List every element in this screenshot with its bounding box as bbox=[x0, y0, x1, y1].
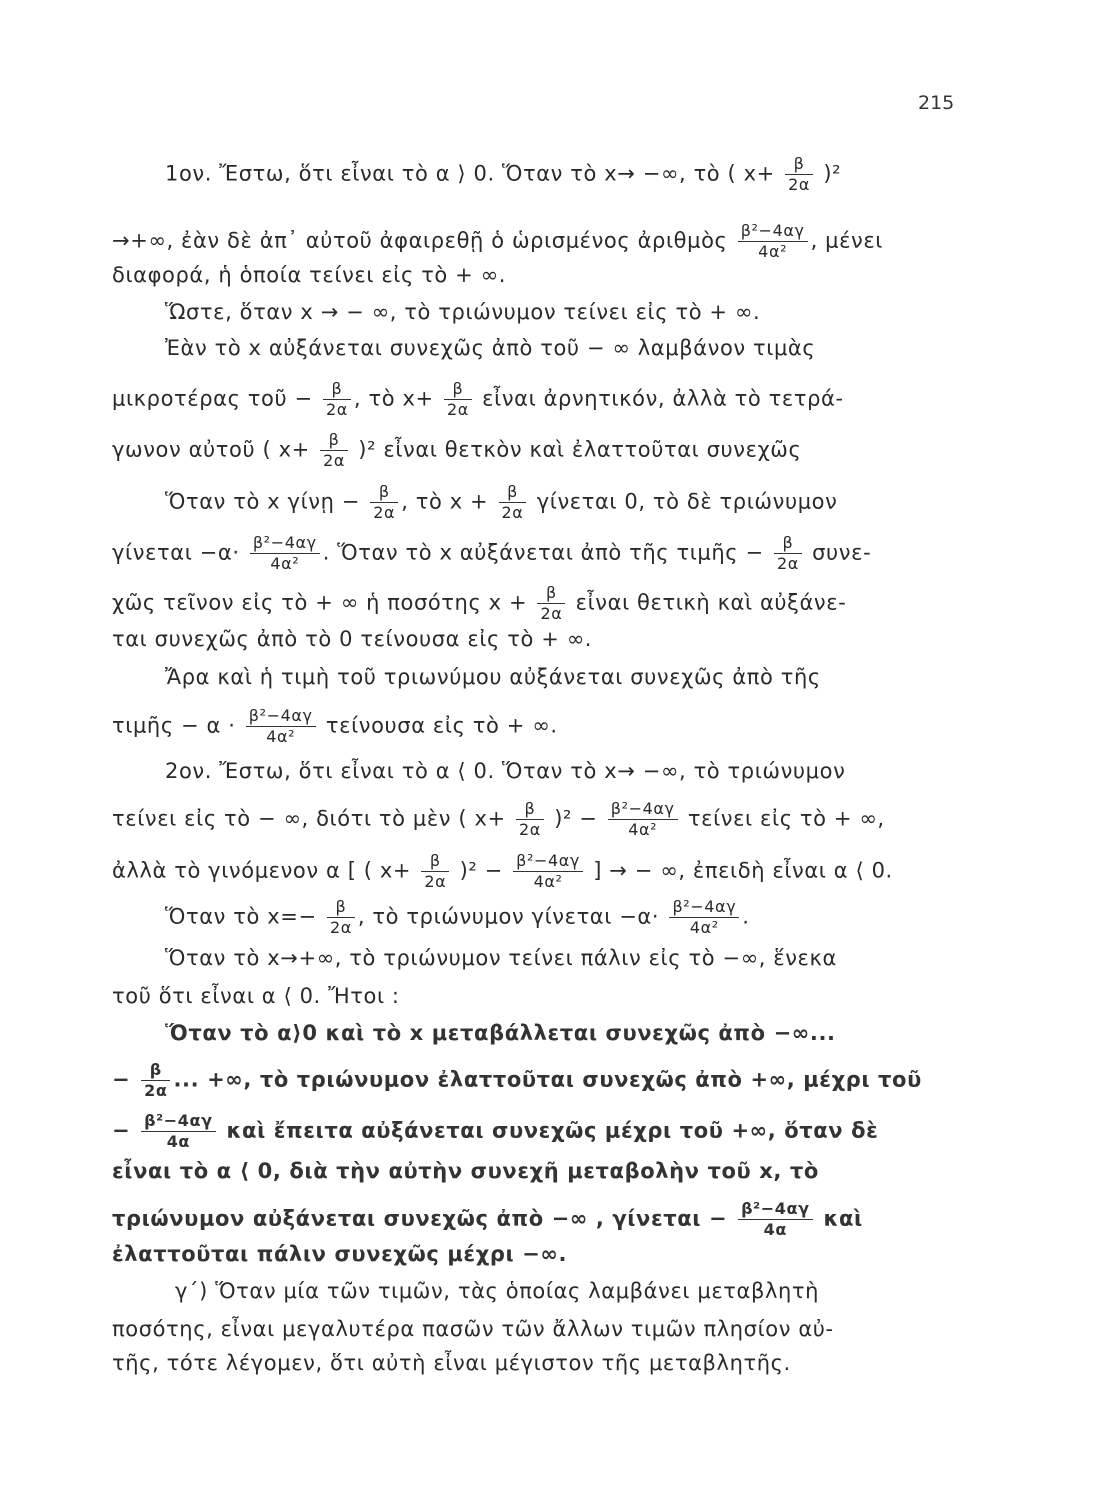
text-line bbox=[112, 1061, 922, 1100]
fraction-denominator: 2α bbox=[788, 175, 811, 194]
fraction-denominator: 4α² bbox=[689, 918, 719, 937]
text-line bbox=[112, 1239, 567, 1269]
fraction bbox=[513, 852, 583, 891]
fraction bbox=[250, 534, 320, 573]
text-line bbox=[165, 898, 750, 937]
fraction bbox=[785, 155, 813, 194]
text-segment: τείνουσα εἰς τὸ + ∞. bbox=[318, 713, 558, 738]
fraction bbox=[499, 483, 527, 522]
text-segment: 1ον. Ἔστω, ὅτι εἶναι τὸ α ⟩ 0. Ὅταν τὸ x→ −∞, τὸ ( x+ bbox=[165, 161, 783, 186]
fraction-denominator: 4α bbox=[166, 1132, 191, 1151]
fraction bbox=[738, 222, 808, 261]
text-line bbox=[112, 1156, 819, 1186]
fraction bbox=[141, 1061, 170, 1100]
fraction-denominator: 2α bbox=[518, 820, 541, 839]
text-segment: )² εἶναι θετκὸν καὶ ἐλαττοῦται συνεχῶς bbox=[351, 437, 802, 462]
text-line bbox=[112, 707, 558, 746]
text-line bbox=[112, 852, 893, 891]
text-segment: Ὅταν τὸ x γίνῃ − bbox=[165, 489, 368, 514]
text-segment: ται συνεχῶς ἀπὸ τὸ 0 τείνουσα εἰς τὸ + ∞. bbox=[112, 627, 593, 651]
text-segment: εἶναι θετικὴ καὶ αὐξάνε- bbox=[568, 590, 847, 615]
fraction-denominator: 2α bbox=[323, 451, 346, 470]
text-segment: Ὅταν τὸ x→+∞, τὸ τριώνυμον τείνει πάλιν εἰς τὸ −∞, ἕνεκα bbox=[165, 946, 837, 970]
fraction-denominator: 4α² bbox=[628, 820, 658, 839]
text-segment: γ΄) Ὅταν μία τῶν τιμῶν, τὰς ὁποίας λαμβάνει μεταβλητὴ bbox=[175, 1279, 820, 1303]
fraction bbox=[516, 800, 544, 839]
text-segment: ἀλλὰ τὸ γινόμενον α [ ( x+ bbox=[112, 858, 419, 883]
fraction bbox=[421, 852, 449, 891]
text-segment: Ὅταν τὸ x=− bbox=[165, 904, 324, 929]
fraction bbox=[246, 707, 316, 746]
fraction-numerator: β bbox=[499, 483, 527, 503]
fraction bbox=[669, 898, 739, 937]
fraction-numerator: β bbox=[370, 483, 398, 503]
fraction bbox=[323, 380, 351, 419]
text-segment: τῆς, τότε λέγομεν, ὅτι αὐτὴ εἶναι μέγιστον τῆς μεταβλητῆς. bbox=[112, 1351, 791, 1375]
fraction-numerator: β²−4αγ bbox=[738, 1200, 813, 1220]
text-segment: Ἐὰν τὸ x αὐξάνεται συνεχῶς ἀπὸ τοῦ − ∞ λαμβάνον τιμὰς bbox=[165, 336, 816, 360]
text-line bbox=[112, 1348, 791, 1378]
text-line bbox=[112, 981, 400, 1011]
text-segment: εἶναι ἀρνητικόν, ἀλλὰ τὸ τετρά- bbox=[474, 386, 844, 411]
fraction bbox=[370, 483, 398, 522]
text-segment: , τὸ x + bbox=[401, 489, 496, 514]
text-segment: χῶς τεῖνον εἰς τὸ + ∞ ἡ ποσότης x + bbox=[112, 590, 535, 615]
fraction-denominator: 4α bbox=[763, 1220, 787, 1239]
text-segment: Ὅταν τὸ α⟩0 καὶ τὸ x μεταβάλλεται συνεχῶς ἀπὸ −∞... bbox=[165, 1021, 836, 1045]
text-line bbox=[165, 756, 845, 786]
fraction-denominator: 4α² bbox=[270, 554, 300, 573]
text-segment: ποσότης, εἶναι μεγαλυτέρα πασῶν τῶν ἄλλων τιμῶν πλησίον αὐ- bbox=[112, 1317, 834, 1341]
text-segment: , μένει bbox=[810, 228, 884, 253]
text-segment: γίνεται 0, τὸ δὲ τριώνυμον bbox=[529, 489, 838, 514]
fraction-denominator: 2α bbox=[325, 400, 348, 419]
text-segment: τριώνυμον αὐξάνεται συνεχῶς ἀπὸ −∞ , γίνεται − bbox=[112, 1206, 736, 1231]
text-line bbox=[165, 333, 815, 363]
text-segment: ἐλαττοῦται πάλιν συνεχῶς μέχρι −∞. bbox=[112, 1242, 568, 1266]
fraction-numerator: β bbox=[774, 534, 802, 554]
fraction bbox=[444, 380, 472, 419]
text-line bbox=[112, 380, 844, 419]
fraction-numerator: β bbox=[141, 1061, 170, 1081]
fraction-denominator: 2α bbox=[776, 554, 799, 573]
fraction-numerator: β bbox=[785, 155, 813, 175]
fraction-denominator: 2α bbox=[424, 872, 447, 891]
text-segment: ... +∞, τὸ τριώνυμον ἐλαττοῦται συνεχῶς ἀπὸ +∞, μέχρι τοῦ bbox=[173, 1067, 922, 1092]
fraction bbox=[141, 1112, 216, 1151]
fraction bbox=[320, 431, 348, 470]
fraction-numerator: β bbox=[537, 584, 565, 604]
text-segment: γωνον αὐτοῦ ( x+ bbox=[112, 437, 318, 462]
text-segment: , τὸ τριώνυμον γίνεται −α· bbox=[357, 904, 667, 929]
text-segment: Ὥστε, ὅταν x → − ∞, τὸ τριώνυμον τείνει εἰς τὸ + ∞. bbox=[165, 300, 761, 324]
fraction-denominator: 4α² bbox=[758, 242, 788, 261]
text-segment: Ἄρα καὶ ἡ τιμὴ τοῦ τριωνύμου αὐξάνεται συνεχῶς ἀπὸ τῆς bbox=[165, 665, 821, 689]
text-line bbox=[175, 1276, 819, 1306]
text-line bbox=[165, 483, 837, 522]
text-segment: συνε- bbox=[804, 540, 872, 565]
text-segment: →+∞, ἐὰν δὲ ἀπ᾿ αὐτοῦ ἀφαιρεθῇ ὁ ὡρισμένος ἀριθμὸς bbox=[112, 228, 735, 253]
fraction-denominator: 2α bbox=[501, 503, 524, 522]
fraction bbox=[608, 800, 678, 839]
fraction-denominator: 4α² bbox=[266, 727, 296, 746]
fraction-numerator: β²−4αγ bbox=[669, 898, 739, 918]
text-line bbox=[112, 584, 846, 623]
text-segment: καὶ bbox=[815, 1206, 863, 1231]
text-line bbox=[112, 1200, 863, 1239]
fraction-numerator: β²−4αγ bbox=[738, 222, 808, 242]
text-segment: . bbox=[742, 904, 750, 929]
text-segment: − bbox=[112, 1118, 139, 1143]
fraction bbox=[327, 898, 355, 937]
text-line bbox=[112, 222, 883, 261]
text-segment: τείνει εἰς τὸ + ∞, bbox=[680, 806, 885, 831]
fraction-denominator: 2α bbox=[373, 503, 396, 522]
fraction-numerator: β bbox=[327, 898, 355, 918]
text-segment: )² − bbox=[452, 858, 511, 883]
text-line bbox=[165, 155, 841, 194]
text-segment: γίνεται −α· bbox=[112, 540, 247, 565]
text-segment: τοῦ ὅτι εἶναι α ⟨ 0. Ἤτοι : bbox=[112, 984, 400, 1008]
text-segment: 2ον. Ἔστω, ὅτι εἶναι τὸ α ⟨ 0. Ὅταν τὸ x→ −∞, τὸ τριώνυμον bbox=[165, 759, 846, 783]
text-segment: μικροτέρας τοῦ − bbox=[112, 386, 320, 411]
fraction-numerator: β bbox=[421, 852, 449, 872]
text-segment: τιμῆς − α · bbox=[112, 713, 243, 738]
text-segment: εἶναι τὸ α ⟨ 0, διὰ τὴν αὐτὴν συνεχῆ μεταβολὴν τοῦ x, τὸ bbox=[112, 1159, 819, 1183]
fraction bbox=[537, 584, 565, 623]
fraction-numerator: β bbox=[516, 800, 544, 820]
fraction-numerator: β bbox=[323, 380, 351, 400]
text-segment: ] → − ∞, ἐπειδὴ εἶναι α ⟨ 0. bbox=[585, 858, 893, 883]
text-line bbox=[112, 800, 885, 839]
text-segment: , τὸ x+ bbox=[353, 386, 441, 411]
text-segment: καὶ ἔπειτα αὐξάνεται συνεχῶς μέχρι τοῦ +∞, ὅταν δὲ bbox=[218, 1118, 879, 1143]
fraction bbox=[774, 534, 802, 573]
fraction-numerator: β²−4αγ bbox=[513, 852, 583, 872]
text-segment: )² bbox=[816, 161, 842, 186]
text-line bbox=[112, 260, 506, 290]
text-line bbox=[112, 1314, 834, 1344]
fraction bbox=[738, 1200, 813, 1239]
fraction-numerator: β²−4αγ bbox=[246, 707, 316, 727]
text-line bbox=[112, 1112, 878, 1151]
text-segment: . Ὅταν τὸ x αὐξάνεται ἀπὸ τῆς τιμῆς − bbox=[322, 540, 771, 565]
text-segment: − bbox=[112, 1067, 139, 1092]
page-number: 215 bbox=[918, 92, 955, 114]
text-line bbox=[165, 297, 760, 327]
fraction-denominator: 2α bbox=[144, 1081, 168, 1100]
fraction-numerator: β bbox=[444, 380, 472, 400]
fraction-numerator: β²−4αγ bbox=[141, 1112, 216, 1132]
fraction-denominator: 4α² bbox=[533, 872, 563, 891]
fraction-numerator: β²−4αγ bbox=[608, 800, 678, 820]
fraction-denominator: 2α bbox=[446, 400, 469, 419]
text-line bbox=[165, 1018, 836, 1048]
text-segment: τείνει εἰς τὸ − ∞, διότι τὸ μὲν ( x+ bbox=[112, 806, 513, 831]
text-line bbox=[112, 534, 871, 573]
fraction-numerator: β bbox=[320, 431, 348, 451]
text-line bbox=[165, 943, 837, 973]
fraction-numerator: β²−4αγ bbox=[250, 534, 320, 554]
text-line bbox=[112, 431, 801, 470]
text-line bbox=[165, 662, 821, 692]
fraction-denominator: 2α bbox=[329, 918, 352, 937]
text-segment: διαφορά, ἡ ὁποία τείνει εἰς τὸ + ∞. bbox=[112, 263, 506, 287]
fraction-denominator: 2α bbox=[540, 604, 563, 623]
text-segment: )² − bbox=[546, 806, 605, 831]
text-line bbox=[112, 624, 592, 654]
